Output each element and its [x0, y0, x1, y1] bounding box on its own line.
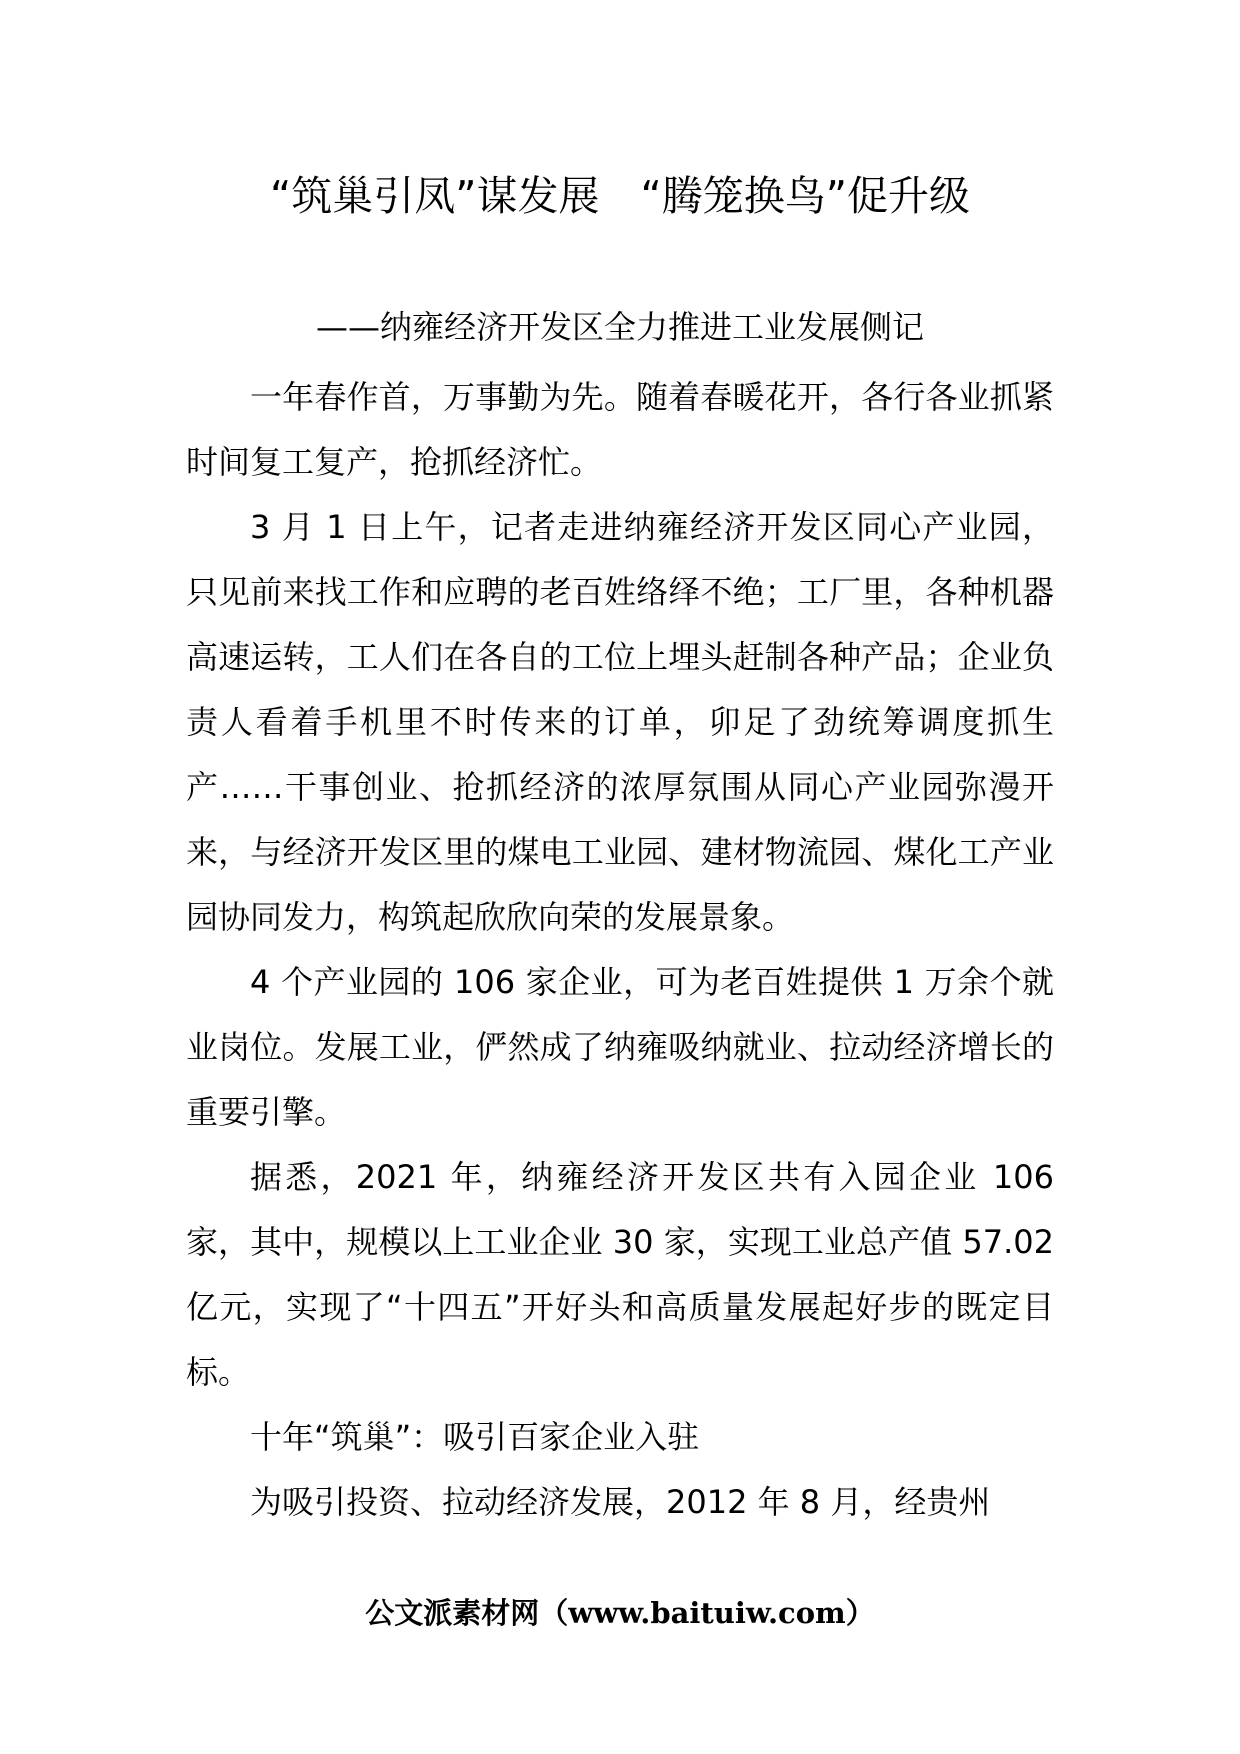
section-heading: 十年“筑巢”：吸引百家企业入驻	[250, 1418, 700, 1456]
document-subtitle: ——纳雍经济开发区全力推进工业发展侧记	[315, 308, 924, 346]
paragraph: 3 月 1 日上午，记者走进纳雍经济开发区同心产业园，只见前来找工作和应聘的老百姓络绎不绝；工厂里，各种机器高速运转，工人们在各自的工位上埋头赶制各种产品；企业负责人看着手机里不时传来的订单，卯足了劲统筹调度抓生产……干事创业、抢抓经济的浓厚氛围从同心产业园弥漫开来，与经济开发区里的煤电工业园、建材物流园、煤化工产业园协同发力，构筑起欣欣向荣的发展景象。	[186, 508, 1054, 936]
paragraph: 一年春作首，万事勤为先。随着春暖花开，各行各业抓紧时间复工复产，抢抓经济忙。	[186, 378, 1054, 481]
paragraph: 为吸引投资、拉动经济发展，2012 年 8 月，经贵州	[250, 1483, 991, 1521]
document-title: “筑巢引凤”谋发展 “腾笼换鸟”促升级	[270, 172, 970, 220]
paragraph: 据悉，2021 年，纳雍经济开发区共有入园企业 106 家，其中，规模以上工业企业 30 家，实现工业总产值 57.02 亿元，实现了“十四五”开好头和高质量发展起好步的既定目标。	[186, 1158, 1054, 1391]
document-body	[186, 365, 1054, 1535]
paragraph: 4 个产业园的 106 家企业，可为老百姓提供 1 万余个就业岗位。发展工业，俨然成了纳雍吸纳就业、拉动经济增长的重要引擎。	[186, 963, 1054, 1131]
footer-watermark: 公文派素材网（www.baituiw.com）	[365, 1596, 875, 1630]
